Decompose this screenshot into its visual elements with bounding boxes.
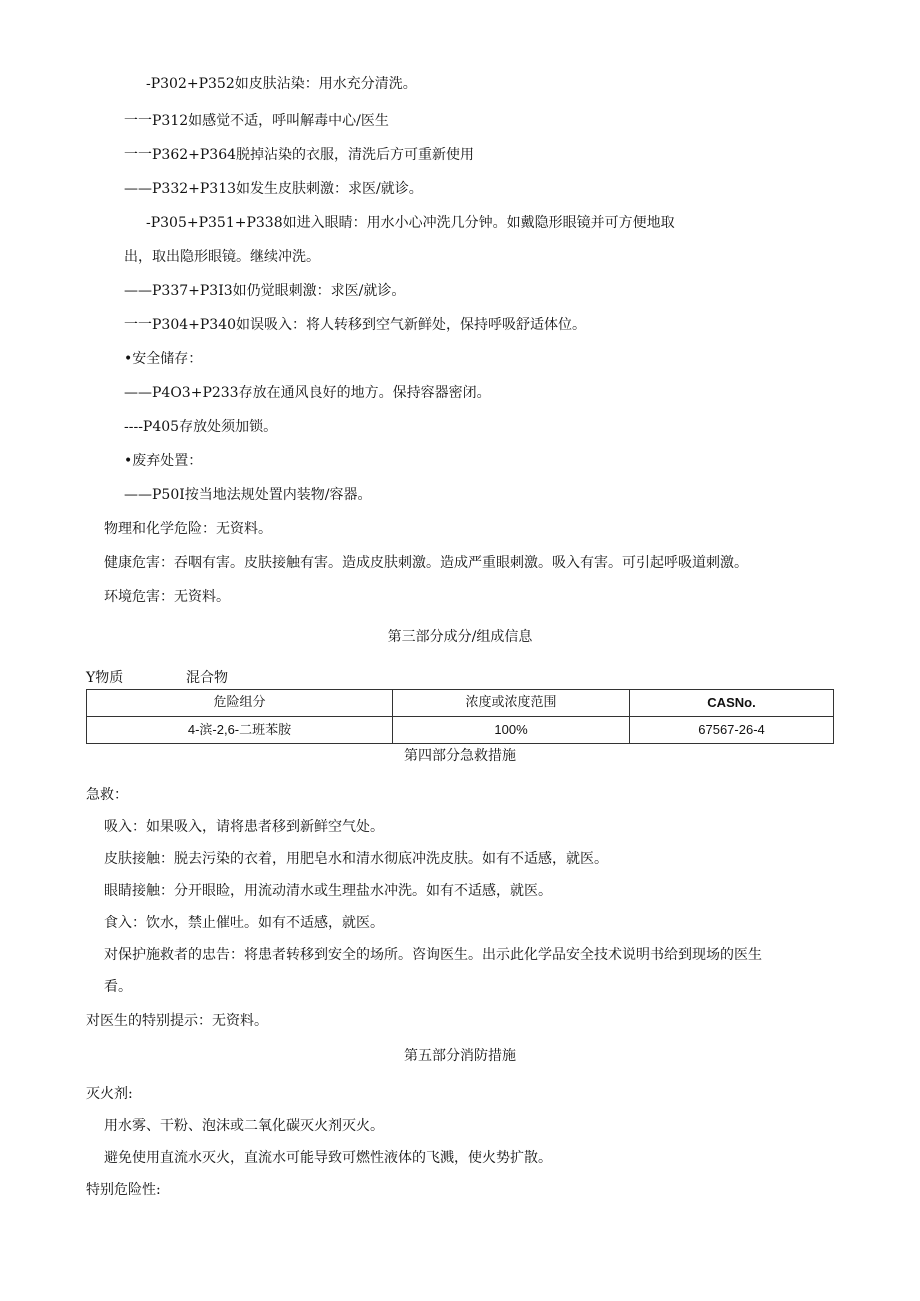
health-hazard: 健康危害：吞咽有害。皮肤接触有害。造成皮肤刺激。造成严重眼刺激。吸入有害。可引起呼吸道刺激。	[104, 555, 748, 571]
extinguishing-media: 用水雾、干粉、泡沫或二氧化碳灭火剂灭火。	[104, 1118, 384, 1134]
physical-hazard: 物理和化学危险：无资料。	[104, 521, 272, 537]
special-hazards-heading: 特别危险性:	[86, 1182, 161, 1198]
cell-component: 4-滨-2,6-二班苯胺	[87, 717, 393, 744]
section5-title: 第五部分消防措施	[404, 1048, 516, 1064]
precaution-line: 一一P304+P340如误吸入：将人转移到空气新鲜处，保持呼吸舒适体位。	[124, 317, 587, 333]
extinguishing-warning: 避免使用直流水灭火，直流水可能导致可燃性液体的飞溅，使火势扩散。	[104, 1150, 552, 1166]
first-aid-heading: 急救：	[86, 787, 128, 803]
first-aid-eye: 眼睛接触：分开眼睑，用流动清水或生理盐水冲洗。如有不适感，就医。	[104, 883, 552, 899]
precaution-line: -P302+P352如皮肤沾染：用水充分清洗。	[146, 76, 417, 92]
first-aid-ingestion: 食入：饮水，禁止催吐。如有不适感，就医。	[104, 915, 384, 931]
substance-value: 混合物	[186, 670, 228, 686]
section4-title: 第四部分急救措施	[404, 748, 516, 764]
disposal-line: ——P50I按当地法规处置内装物/容器。	[124, 487, 372, 503]
header-cas: CASNo.	[630, 690, 834, 717]
precaution-line: ——P332+P313如发生皮肤刺激：求医/就诊。	[124, 181, 423, 197]
precaution-line: 一一P362+P364脱掉沾染的衣服，清洗后方可重新使用	[124, 147, 475, 163]
doctor-notes: 对医生的特别提示：无资料。	[86, 1013, 268, 1029]
precaution-line: 一一P312如感觉不适，呼叫解毒中心/医生	[124, 113, 389, 129]
extinguishing-heading: 灭火剂:	[86, 1086, 133, 1102]
composition-table	[86, 689, 834, 744]
table-row	[87, 717, 834, 744]
disposal-heading: •废弃处置：	[124, 453, 203, 469]
cell-cas: 67567-26-4	[630, 717, 834, 744]
section3-title: 第三部分成分/组成信息	[387, 629, 533, 645]
storage-heading: •安全储存：	[124, 351, 203, 367]
rescuer-advice: 对保护施救者的忠告：将患者转移到安全的场所。咨询医生。出示此化学品安全技术说明书给到现场的医生	[104, 947, 762, 963]
table-header-row	[87, 690, 834, 717]
cell-concentration: 100%	[393, 717, 630, 744]
precaution-line: ——P337+P3I3如仍觉眼刺激：求医/就诊。	[124, 283, 406, 299]
storage-line: ----P405存放处须加锁。	[124, 419, 278, 435]
substance-label: Y物质	[86, 670, 124, 686]
rescuer-advice-cont: 看。	[104, 979, 132, 995]
header-concentration: 浓度或浓度范围	[393, 690, 630, 717]
storage-line: ——P4O3+P233存放在通风良好的地方。保持容器密闭。	[124, 385, 491, 401]
header-component: 危险组分	[87, 690, 393, 717]
first-aid-skin: 皮肤接触：脱去污染的衣着，用肥皂水和清水彻底冲洗皮肤。如有不适感，就医。	[104, 851, 608, 867]
environment-hazard: 环境危害：无资料。	[104, 589, 230, 605]
first-aid-inhalation: 吸入：如果吸入，请将患者移到新鲜空气处。	[104, 819, 384, 835]
precaution-line: 出，取出隐形眼镜。继续冲洗。	[124, 249, 320, 265]
precaution-line: -P305+P351+P338如进入眼睛：用水小心冲洗几分钟。如戴隐形眼镜并可方便地取	[146, 215, 675, 231]
